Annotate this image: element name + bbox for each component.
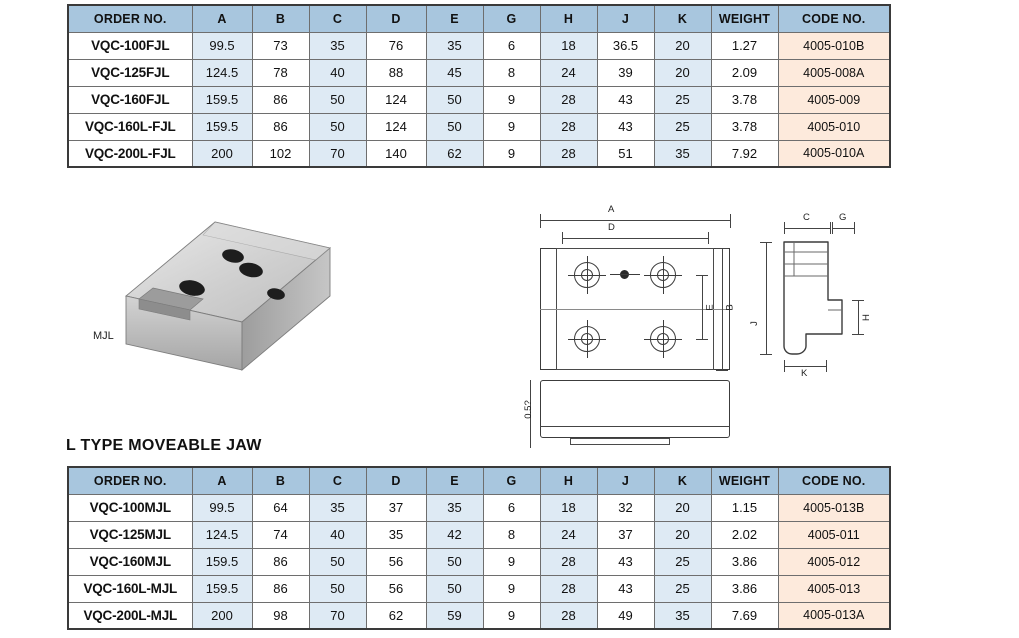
- cell-g: 8: [483, 59, 540, 86]
- cell-a: 159.5: [192, 575, 252, 602]
- cell-b: 74: [252, 521, 309, 548]
- col-header-g: G: [483, 5, 540, 32]
- table-row: [68, 140, 890, 167]
- cell-c: 70: [309, 140, 366, 167]
- isometric-jaw-svg: [120, 210, 410, 410]
- cell-c: 35: [309, 494, 366, 521]
- cell-code-no: 4005-013B: [778, 494, 890, 521]
- l-type-table-container: [67, 466, 891, 630]
- cell-c: 70: [309, 602, 366, 629]
- cell-weight: 3.86: [711, 575, 778, 602]
- col-header-j: J: [597, 467, 654, 494]
- cell-h: 24: [540, 59, 597, 86]
- cell-j: 49: [597, 602, 654, 629]
- dim-tick-a-left: [540, 214, 541, 228]
- dim-line-g: [832, 228, 854, 229]
- cell-g: 9: [483, 140, 540, 167]
- cell-c: 40: [309, 521, 366, 548]
- dim-tick-c-right: [830, 222, 831, 234]
- cell-code-no: 4005-008A: [778, 59, 890, 86]
- cell-code-no: 4005-012: [778, 548, 890, 575]
- cell-order-no: VQC-100FJL: [68, 32, 192, 59]
- col-header-a: A: [192, 5, 252, 32]
- dim-tick-a-right: [730, 214, 731, 228]
- dim-line-b: [722, 248, 723, 370]
- table-row: [68, 602, 890, 629]
- cell-c: 50: [309, 86, 366, 113]
- cell-order-no: VQC-160MJL: [68, 548, 192, 575]
- dim-label-a: A: [608, 204, 615, 215]
- cell-h: 28: [540, 575, 597, 602]
- col-header-h: H: [540, 5, 597, 32]
- cell-e: 35: [426, 32, 483, 59]
- cell-k: 35: [654, 140, 711, 167]
- dim-tick-b-top: [716, 248, 728, 249]
- hole-cross-v: [663, 320, 664, 358]
- table-row: [68, 521, 890, 548]
- cell-b: 64: [252, 494, 309, 521]
- dim-tick-g-right: [854, 222, 855, 234]
- cell-j: 43: [597, 548, 654, 575]
- cell-order-no: VQC-125MJL: [68, 521, 192, 548]
- table-row: [68, 575, 890, 602]
- cell-d: 56: [366, 548, 426, 575]
- table-row: [68, 113, 890, 140]
- col-header-order-no: ORDER NO.: [68, 467, 192, 494]
- cell-b: 86: [252, 548, 309, 575]
- col-header-order-no: ORDER NO.: [68, 5, 192, 32]
- cell-d: 140: [366, 140, 426, 167]
- cell-c: 50: [309, 548, 366, 575]
- dim-label-chamfer: 0.5?: [522, 400, 534, 419]
- cell-order-no: VQC-200L-MJL: [68, 602, 192, 629]
- cell-j: 43: [597, 575, 654, 602]
- dim-label-k: K: [801, 368, 808, 379]
- cell-g: 9: [483, 602, 540, 629]
- cell-h: 18: [540, 32, 597, 59]
- cell-g: 8: [483, 521, 540, 548]
- cell-code-no: 4005-010B: [778, 32, 890, 59]
- cell-weight: 7.69: [711, 602, 778, 629]
- cell-weight: 2.02: [711, 521, 778, 548]
- cell-d: 124: [366, 113, 426, 140]
- col-header-weight: WEIGHT: [711, 467, 778, 494]
- dim-line-c: [784, 228, 830, 229]
- cell-a: 159.5: [192, 86, 252, 113]
- col-header-a: A: [192, 467, 252, 494]
- dim-tick-j-bottom: [760, 354, 772, 355]
- cell-g: 9: [483, 86, 540, 113]
- cell-h: 28: [540, 602, 597, 629]
- cell-d: 124: [366, 86, 426, 113]
- cell-j: 43: [597, 113, 654, 140]
- hole-cross-v: [663, 256, 664, 294]
- cell-code-no: 4005-009: [778, 86, 890, 113]
- l-type-moveable-jaw-table: [67, 466, 891, 630]
- cell-e: 45: [426, 59, 483, 86]
- cell-e: 62: [426, 140, 483, 167]
- cell-k: 20: [654, 32, 711, 59]
- cell-order-no: VQC-125FJL: [68, 59, 192, 86]
- cell-code-no: 4005-010: [778, 113, 890, 140]
- dim-tick-j-top: [760, 242, 772, 243]
- dim-tick-h-top: [852, 300, 864, 301]
- cell-a: 200: [192, 140, 252, 167]
- dim-line-k: [784, 366, 826, 367]
- dim-line-e: [702, 275, 703, 339]
- cell-d: 62: [366, 602, 426, 629]
- isometric-jaw-illustration: [120, 210, 410, 410]
- cell-a: 99.5: [192, 32, 252, 59]
- col-header-c: C: [309, 467, 366, 494]
- col-header-weight: WEIGHT: [711, 5, 778, 32]
- side-view-profile: [770, 238, 880, 378]
- table-row: [68, 548, 890, 575]
- dim-label-c: C: [803, 212, 810, 223]
- dim-tick-d-right: [708, 232, 709, 244]
- cell-h: 18: [540, 494, 597, 521]
- cell-b: 98: [252, 602, 309, 629]
- cell-c: 50: [309, 113, 366, 140]
- cell-code-no: 4005-010A: [778, 140, 890, 167]
- col-header-h: H: [540, 467, 597, 494]
- table-header-row: [68, 5, 890, 32]
- cell-k: 20: [654, 521, 711, 548]
- front-view-outline: [540, 380, 730, 438]
- table-row: [68, 32, 890, 59]
- cell-h: 28: [540, 86, 597, 113]
- cell-weight: 2.09: [711, 59, 778, 86]
- col-header-b: B: [252, 467, 309, 494]
- cell-code-no: 4005-013A: [778, 602, 890, 629]
- dim-tick-k-left: [784, 360, 785, 372]
- col-header-e: E: [426, 5, 483, 32]
- cell-b: 86: [252, 113, 309, 140]
- col-header-k: K: [654, 467, 711, 494]
- table-header-row: [68, 467, 890, 494]
- cell-a: 124.5: [192, 59, 252, 86]
- dim-tick-e-top: [696, 275, 708, 276]
- cell-k: 25: [654, 113, 711, 140]
- cell-g: 6: [483, 32, 540, 59]
- cell-h: 28: [540, 113, 597, 140]
- cell-b: 78: [252, 59, 309, 86]
- dim-tick-g-left: [832, 222, 833, 234]
- col-header-b: B: [252, 5, 309, 32]
- cell-k: 25: [654, 575, 711, 602]
- cell-code-no: 4005-011: [778, 521, 890, 548]
- dim-line-j: [766, 242, 767, 354]
- cell-order-no: VQC-160L-FJL: [68, 113, 192, 140]
- dim-tick-c-left: [784, 222, 785, 234]
- cell-order-no: VQC-160L-MJL: [68, 575, 192, 602]
- dim-tick-d-left: [562, 232, 563, 244]
- col-header-c: C: [309, 5, 366, 32]
- cell-j: 32: [597, 494, 654, 521]
- col-header-g: G: [483, 467, 540, 494]
- hole-cross-v: [587, 256, 588, 294]
- dim-line-h: [858, 300, 859, 334]
- cell-h: 24: [540, 521, 597, 548]
- dim-tick-b-bottom: [716, 370, 728, 371]
- cell-k: 25: [654, 548, 711, 575]
- cell-c: 50: [309, 575, 366, 602]
- cell-a: 99.5: [192, 494, 252, 521]
- hole-cross-v: [587, 320, 588, 358]
- front-view-key-slot: [570, 438, 670, 445]
- col-header-code-no: CODE NO.: [778, 467, 890, 494]
- cell-g: 9: [483, 548, 540, 575]
- cell-d: 88: [366, 59, 426, 86]
- technical-drawing-area: [0, 190, 1019, 435]
- cell-weight: 3.78: [711, 113, 778, 140]
- cell-b: 73: [252, 32, 309, 59]
- cell-j: 39: [597, 59, 654, 86]
- dim-tick-e-bottom: [696, 339, 708, 340]
- col-header-d: D: [366, 467, 426, 494]
- iso-view-label: MJL: [93, 330, 114, 342]
- dim-label-e: E: [704, 304, 716, 311]
- cell-b: 86: [252, 86, 309, 113]
- cell-k: 25: [654, 86, 711, 113]
- dim-label-h: H: [860, 314, 872, 321]
- f-type-fixed-jaw-table: [67, 4, 891, 168]
- cell-a: 159.5: [192, 548, 252, 575]
- table-row: [68, 59, 890, 86]
- cell-weight: 1.27: [711, 32, 778, 59]
- cell-b: 102: [252, 140, 309, 167]
- cell-h: 28: [540, 548, 597, 575]
- dim-label-j: J: [748, 321, 760, 326]
- cell-a: 124.5: [192, 521, 252, 548]
- cell-e: 50: [426, 575, 483, 602]
- cell-weight: 3.78: [711, 86, 778, 113]
- cell-weight: 1.15: [711, 494, 778, 521]
- cell-e: 50: [426, 86, 483, 113]
- table-row: [68, 86, 890, 113]
- dim-label-b: B: [724, 304, 736, 311]
- cell-d: 56: [366, 575, 426, 602]
- col-header-d: D: [366, 5, 426, 32]
- f-type-table-container: [67, 4, 891, 168]
- cell-d: 37: [366, 494, 426, 521]
- cell-code-no: 4005-013: [778, 575, 890, 602]
- cell-d: 35: [366, 521, 426, 548]
- cell-e: 50: [426, 548, 483, 575]
- cell-order-no: VQC-100MJL: [68, 494, 192, 521]
- cell-b: 86: [252, 575, 309, 602]
- cell-j: 36.5: [597, 32, 654, 59]
- cell-e: 59: [426, 602, 483, 629]
- cell-a: 200: [192, 602, 252, 629]
- dim-line-a: [540, 220, 730, 221]
- col-header-k: K: [654, 5, 711, 32]
- cell-j: 37: [597, 521, 654, 548]
- cell-e: 42: [426, 521, 483, 548]
- cell-order-no: VQC-160FJL: [68, 86, 192, 113]
- cell-a: 159.5: [192, 113, 252, 140]
- cell-c: 40: [309, 59, 366, 86]
- cell-d: 76: [366, 32, 426, 59]
- cell-j: 51: [597, 140, 654, 167]
- cell-c: 35: [309, 32, 366, 59]
- cell-weight: 3.86: [711, 548, 778, 575]
- dim-tick-k-right: [826, 360, 827, 372]
- cell-k: 20: [654, 59, 711, 86]
- col-header-code-no: CODE NO.: [778, 5, 890, 32]
- dim-line-d: [562, 238, 708, 239]
- dim-tick-h-bottom: [852, 334, 864, 335]
- cell-j: 43: [597, 86, 654, 113]
- cell-order-no: VQC-200L-FJL: [68, 140, 192, 167]
- table-row: [68, 494, 890, 521]
- dim-label-d: D: [608, 222, 615, 233]
- dim-label-g: G: [839, 212, 847, 223]
- cell-h: 28: [540, 140, 597, 167]
- cell-g: 9: [483, 575, 540, 602]
- cell-weight: 7.92: [711, 140, 778, 167]
- cell-k: 20: [654, 494, 711, 521]
- col-header-j: J: [597, 5, 654, 32]
- cell-e: 50: [426, 113, 483, 140]
- cell-g: 9: [483, 113, 540, 140]
- front-view-step-line: [540, 426, 730, 427]
- cell-g: 6: [483, 494, 540, 521]
- cell-k: 35: [654, 602, 711, 629]
- cell-e: 35: [426, 494, 483, 521]
- col-header-e: E: [426, 467, 483, 494]
- center-hole-cross-h: [610, 274, 640, 275]
- section-title-l-type-moveable-jaw: L TYPE MOVEABLE JAW: [66, 437, 262, 454]
